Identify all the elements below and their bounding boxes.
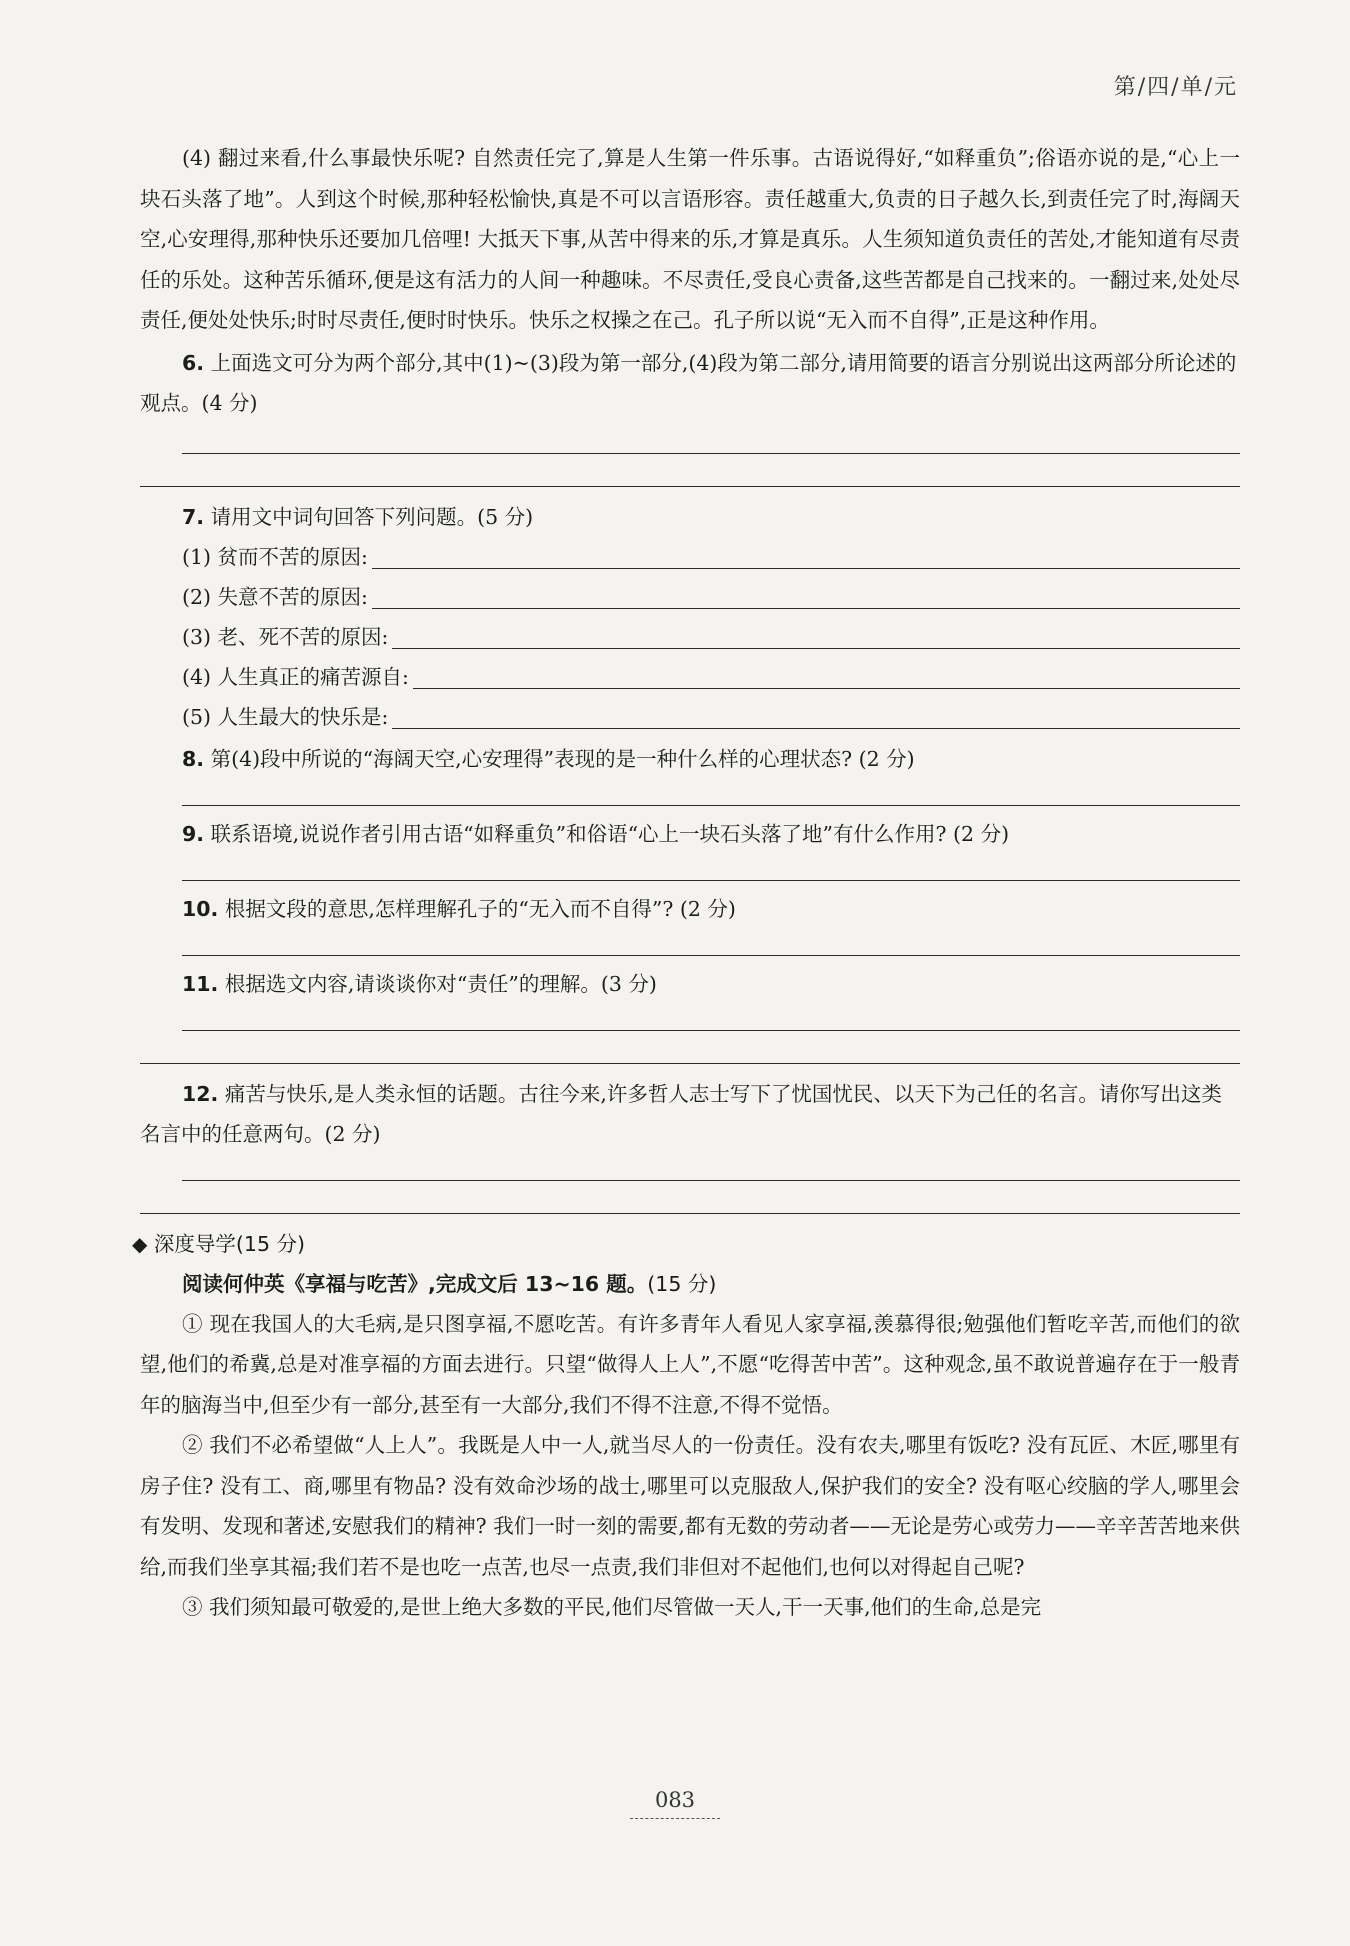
question-7-sub-1-label: (1) 贫而不苦的原因:	[182, 544, 368, 569]
page-footer	[0, 1788, 1350, 1819]
answer-line-7-4[interactable]	[413, 688, 1240, 689]
answer-line-11b[interactable]	[140, 1063, 1240, 1064]
question-11	[140, 964, 1240, 1004]
answer-line-7-2[interactable]	[372, 608, 1240, 609]
question-6	[140, 343, 1240, 423]
question-7-sub-2-label: (2) 失意不苦的原因:	[182, 584, 368, 609]
answer-line-7-5[interactable]	[392, 728, 1240, 729]
answer-line-12a[interactable]	[182, 1180, 1240, 1181]
question-12	[140, 1074, 1240, 1154]
question-8-text: 第(4)段中所说的“海阔天空,心安理得”表现的是一种什么样的心理状态? (2 分)	[210, 746, 915, 771]
question-7-text: 请用文中词句回答下列问题。(5 分)	[210, 504, 534, 529]
diamond-icon: ◆	[132, 1231, 148, 1256]
question-7-sub-3-label: (3) 老、死不苦的原因:	[182, 624, 389, 649]
answer-line-7-1[interactable]	[372, 568, 1240, 569]
reading-paragraph-1: ① 现在我国人的大毛病,是只图享福,不愿吃苦。有许多青年人看见人家享福,羡慕得很;勉强他们暂吃辛苦,而他们的欲望,他们的希冀,总是对准享福的方面去进行。只望“做得人上人”,不愿“吃得苦中苦”。这种观念,虽不敢说普遍存在于一般青年的脑海当中,但至少有一部分,甚至有一大部分,我们不得不注意,不得不觉悟。	[140, 1311, 1240, 1417]
question-7-sub-4	[182, 657, 1240, 697]
question-7-sub-4-label: (4) 人生真正的痛苦源自:	[182, 664, 409, 689]
question-9-number: 9.	[182, 821, 205, 846]
reading-intro: 阅读何仲英《享福与吃苦》,完成文后 13~16 题。	[182, 1271, 648, 1296]
answer-line-9[interactable]	[182, 880, 1240, 881]
question-7-sub-5-label: (5) 人生最大的快乐是:	[182, 704, 389, 729]
question-7	[140, 497, 1240, 537]
question-6-text: 上面选文可分为两个部分,其中(1)~(3)段为第一部分,(4)段为第二部分,请用简要的语言分别说出这两部分所论述的观点。(4 分)	[140, 350, 1237, 415]
answer-line-10[interactable]	[182, 955, 1240, 956]
footer-divider	[630, 1818, 720, 1819]
answer-line-12b[interactable]	[140, 1213, 1240, 1214]
question-7-sub-3	[182, 617, 1240, 657]
question-7-sub-1	[182, 537, 1240, 577]
question-12-number: 12.	[182, 1081, 219, 1106]
question-11-number: 11.	[182, 971, 219, 996]
section-heading	[132, 1224, 1240, 1264]
unit-header: 第/四/单/元	[1113, 75, 1238, 100]
question-9-text: 联系语境,说说作者引用古语“如释重负”和俗语“心上一块石头落了地”有什么作用? (2 分)	[210, 821, 1010, 846]
reading-instruction	[140, 1264, 1240, 1304]
question-10	[140, 889, 1240, 929]
section-title: 深度导学	[153, 1231, 236, 1256]
answer-line-6b[interactable]	[140, 486, 1240, 487]
question-10-number: 10.	[182, 896, 219, 921]
question-8-number: 8.	[182, 746, 205, 771]
question-7-sub-5	[182, 697, 1240, 737]
page-number: 083	[654, 1788, 696, 1812]
question-10-text: 根据文段的意思,怎样理解孔子的“无入而不自得”? (2 分)	[224, 896, 736, 921]
reading-paragraph-2: ② 我们不必希望做“人上人”。我既是人中一人,就当尽人的一份责任。没有农夫,哪里有饭吃? 没有瓦匠、木匠,哪里有房子住? 没有工、商,哪里有物品? 没有效命沙场的战士,哪里可以克服敌人,保护我们的安全? 没有呕心绞脑的学人,哪里会有发明、发现和著述,安慰我们的精神? 我们一时一刻的需要,都有无数的劳动者——无论是劳心或劳力——辛辛苦苦地来供给,而我们坐享其福;我们若不是也吃一点苦,也尽一点责,我们非但对不起他们,也何以对得起自己呢?	[140, 1433, 1240, 1579]
reading-paragraph-3: ③ 我们须知最可敬爱的,是世上绝大多数的平民,他们尽管做一天人,干一天事,他们的生命,总是完	[182, 1595, 1042, 1619]
question-11-text: 根据选文内容,请谈谈你对“责任”的理解。(3 分)	[224, 971, 657, 996]
section-points: (15 分)	[235, 1231, 306, 1256]
question-9	[140, 814, 1240, 854]
question-12-text: 痛苦与快乐,是人类永恒的话题。古往今来,许多哲人志士写下了忧国忧民、以天下为己任的名言。请你写出这类名言中的任意两句。(2 分)	[140, 1081, 1222, 1146]
answer-line-6a[interactable]	[182, 453, 1240, 454]
passage-paragraph-4: (4) 翻过来看,什么事最快乐呢? 自然责任完了,算是人生第一件乐事。古语说得好,“如释重负”;俗语亦说的是,“心上一块石头落了地”。人到这个时候,那种轻松愉快,真是不可以言语形容。责任越重大,负责的日子越久长,到责任完了时,海阔天空,心安理得,那种快乐还要加几倍哩! 大抵天下事,从苦中得来的乐,才算是真乐。人生须知道负责任的苦处,才能知道有尽责任的乐处。这种苦乐循环,便是这有活力的人间一种趣味。不尽责任,受良心责备,这些苦都是自己找来的。一翻过来,处处尽责任,便处处快乐;时时尽责任,便时时快乐。快乐之权操之在己。孔子所以说“无入而不自得”,正是这种作用。	[140, 146, 1240, 332]
reading-points: (15 分)	[647, 1271, 717, 1296]
question-6-number: 6.	[182, 350, 205, 375]
question-7-sub-2	[182, 577, 1240, 617]
answer-line-11a[interactable]	[182, 1030, 1240, 1031]
question-7-number: 7.	[182, 504, 205, 529]
page-content	[132, 138, 1240, 1628]
answer-line-7-3[interactable]	[392, 648, 1240, 649]
question-8	[140, 739, 1240, 779]
answer-line-8[interactable]	[182, 805, 1240, 806]
